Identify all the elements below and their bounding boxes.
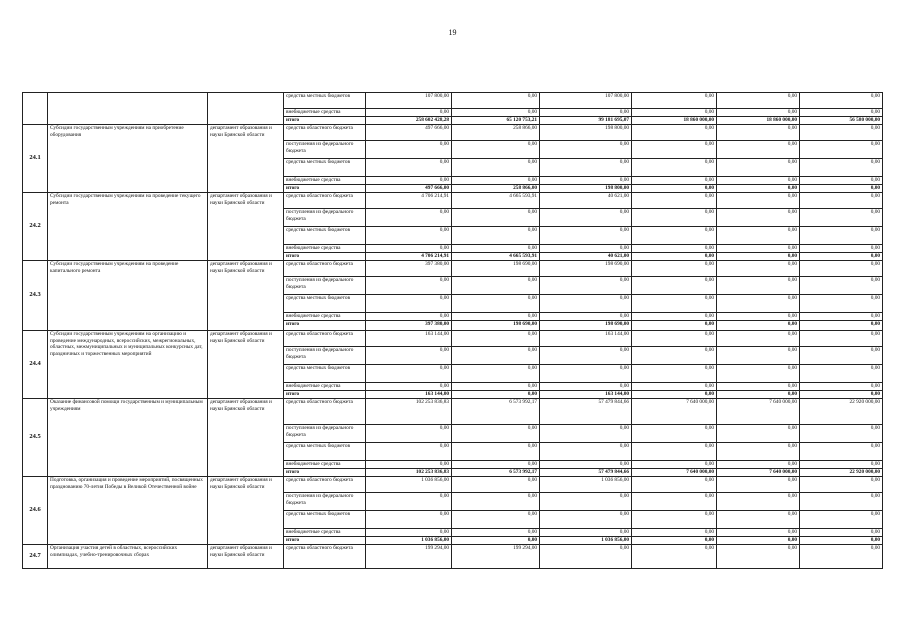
amount-cell: 0,00 xyxy=(800,321,883,331)
amount-cell: 0,00 xyxy=(632,493,717,511)
amount-cell: 7 640 000,00 xyxy=(717,469,800,477)
item-number: 24.7 xyxy=(23,545,48,569)
amount-cell: 0,00 xyxy=(800,493,883,511)
amount-cell: 1 036 856,00 xyxy=(366,537,452,545)
item-name: Субсидии государственным учреждениям на организацию и проведение международных, всероссийских, межрегиональных, областных, межмуниципальных и муниципальных конкурсных дат, праздничных и торжественных мероприятий xyxy=(48,331,208,399)
amount-cell: 0,00 xyxy=(717,461,800,469)
amount-cell: 258 602 428,28 xyxy=(366,117,452,125)
funding-source: итого xyxy=(284,537,366,545)
amount-cell: 163 144,00 xyxy=(540,331,632,347)
amount-cell: 0,00 xyxy=(452,177,540,185)
amount-cell: 0,00 xyxy=(800,185,883,193)
funding-source: средства областного бюджета xyxy=(284,477,366,493)
page-number: 19 xyxy=(448,28,457,37)
amount-cell: 102 253 836,83 xyxy=(366,469,452,477)
amount-cell: 0,00 xyxy=(800,295,883,313)
amount-cell: 0,00 xyxy=(632,529,717,537)
amount-cell: 4 665 593,91 xyxy=(452,193,540,209)
amount-cell: 163 144,00 xyxy=(366,331,452,347)
amount-cell: 0,00 xyxy=(366,177,452,185)
budget-table-container xyxy=(22,92,883,569)
amount-cell: 0,00 xyxy=(632,193,717,209)
executor: департамент образования и науки Брянской области xyxy=(208,331,284,399)
amount-cell: 0,00 xyxy=(540,347,632,365)
amount-cell: 0,00 xyxy=(452,443,540,461)
amount-cell: 0,00 xyxy=(800,159,883,177)
amount-cell: 0,00 xyxy=(717,477,800,493)
table-row xyxy=(23,193,883,209)
amount-cell: 0,00 xyxy=(452,227,540,245)
budget-table xyxy=(22,92,883,569)
amount-cell: 0,00 xyxy=(717,365,800,383)
amount-cell: 0,00 xyxy=(717,321,800,331)
amount-cell: 0,00 xyxy=(452,347,540,365)
amount-cell: 0,00 xyxy=(366,109,452,117)
amount-cell: 0,00 xyxy=(717,383,800,391)
amount-cell: 0,00 xyxy=(366,277,452,295)
funding-source: поступления из федерального бюджета xyxy=(284,347,366,365)
amount-cell: 0,00 xyxy=(540,277,632,295)
amount-cell: 0,00 xyxy=(632,537,717,545)
amount-cell: 0,00 xyxy=(632,245,717,253)
amount-cell: 0,00 xyxy=(800,177,883,185)
amount-cell: 0,00 xyxy=(800,245,883,253)
funding-source: внебюджетные средства xyxy=(284,245,366,253)
amount-cell: 0,00 xyxy=(452,141,540,159)
amount-cell: 0,00 xyxy=(800,141,883,159)
amount-cell: 0,00 xyxy=(366,461,452,469)
amount-cell: 0,00 xyxy=(717,227,800,245)
amount-cell: 0,00 xyxy=(540,159,632,177)
funding-source: средства областного бюджета xyxy=(284,545,366,569)
amount-cell: 0,00 xyxy=(800,425,883,443)
item-number xyxy=(23,93,48,125)
amount-cell: 0,00 xyxy=(452,365,540,383)
amount-cell: 0,00 xyxy=(632,313,717,321)
table-row xyxy=(23,477,883,493)
amount-cell: 99 181 695,07 xyxy=(540,117,632,125)
amount-cell: 6 573 992,17 xyxy=(452,399,540,425)
funding-source: средства местных бюджетов xyxy=(284,295,366,313)
amount-cell: 0,00 xyxy=(540,425,632,443)
amount-cell: 0,00 xyxy=(632,209,717,227)
amount-cell: 0,00 xyxy=(717,261,800,277)
amount-cell: 0,00 xyxy=(366,493,452,511)
amount-cell: 0,00 xyxy=(452,537,540,545)
amount-cell: 0,00 xyxy=(800,125,883,141)
amount-cell: 163 144,00 xyxy=(366,391,452,399)
funding-source: средства областного бюджета xyxy=(284,261,366,277)
funding-source: итого xyxy=(284,391,366,399)
executor: департамент образования и науки Брянской области xyxy=(208,193,284,261)
amount-cell: 0,00 xyxy=(800,261,883,277)
funding-source: внебюджетные средства xyxy=(284,529,366,537)
amount-cell: 0,00 xyxy=(540,365,632,383)
amount-cell: 0,00 xyxy=(632,461,717,469)
amount-cell: 0,00 xyxy=(366,159,452,177)
amount-cell: 0,00 xyxy=(540,177,632,185)
amount-cell: 0,00 xyxy=(717,537,800,545)
amount-cell: 0,00 xyxy=(800,511,883,529)
item-name: Субсидии государственным учреждениям на приобретение оборудования xyxy=(48,125,208,193)
funding-source: внебюджетные средства xyxy=(284,313,366,321)
amount-cell: 0,00 xyxy=(632,545,717,569)
amount-cell: 199 294,00 xyxy=(452,545,540,569)
item-number: 24.4 xyxy=(23,331,48,399)
amount-cell: 0,00 xyxy=(632,443,717,461)
amount-cell: 0,00 xyxy=(717,193,800,209)
amount-cell: 0,00 xyxy=(366,295,452,313)
amount-cell: 0,00 xyxy=(717,511,800,529)
amount-cell: 0,00 xyxy=(717,159,800,177)
amount-cell: 0,00 xyxy=(540,109,632,117)
amount-cell: 0,00 xyxy=(717,425,800,443)
item-number: 24.2 xyxy=(23,193,48,261)
amount-cell: 198 800,00 xyxy=(540,185,632,193)
funding-source: поступления из федерального бюджета xyxy=(284,493,366,511)
amount-cell: 0,00 xyxy=(452,159,540,177)
amount-cell: 6 573 992,17 xyxy=(452,469,540,477)
amount-cell: 0,00 xyxy=(717,529,800,537)
amount-cell: 0,00 xyxy=(452,493,540,511)
amount-cell: 0,00 xyxy=(366,511,452,529)
amount-cell: 0,00 xyxy=(800,253,883,261)
amount-cell: 0,00 xyxy=(717,109,800,117)
executor: департамент образования и науки Брянской области xyxy=(208,261,284,331)
amount-cell: 0,00 xyxy=(452,391,540,399)
amount-cell: 0,00 xyxy=(800,383,883,391)
amount-cell: 0,00 xyxy=(632,261,717,277)
item-name: Организация участия детей в областных, всероссийских олимпиадах, учебно-тренировочных сборах xyxy=(48,545,208,569)
amount-cell: 0,00 xyxy=(632,347,717,365)
amount-cell: 0,00 xyxy=(800,331,883,347)
amount-cell: 0,00 xyxy=(452,331,540,347)
funding-source: внебюджетные средства xyxy=(284,383,366,391)
amount-cell: 7 640 000,00 xyxy=(717,399,800,425)
amount-cell: 0,00 xyxy=(800,93,883,109)
amount-cell: 0,00 xyxy=(632,383,717,391)
table-row xyxy=(23,545,883,569)
item-name: Подготовка, организация и проведение мероприятий, посвященных празднованию 70-летия Победы в Великой Отечественной войне xyxy=(48,477,208,545)
amount-cell: 0,00 xyxy=(540,443,632,461)
amount-cell: 199 294,00 xyxy=(366,545,452,569)
amount-cell: 65 120 753,21 xyxy=(452,117,540,125)
amount-cell: 0,00 xyxy=(452,313,540,321)
table-row xyxy=(23,125,883,141)
item-number: 24.3 xyxy=(23,261,48,331)
amount-cell: 4 706 214,91 xyxy=(366,193,452,209)
amount-cell: 0,00 xyxy=(717,209,800,227)
amount-cell: 0,00 xyxy=(632,425,717,443)
amount-cell: 0,00 xyxy=(717,93,800,109)
funding-source: поступления из федерального бюджета xyxy=(284,425,366,443)
amount-cell: 56 580 000,00 xyxy=(800,117,883,125)
amount-cell: 0,00 xyxy=(366,365,452,383)
amount-cell: 0,00 xyxy=(632,277,717,295)
amount-cell: 0,00 xyxy=(717,331,800,347)
amount-cell: 163 144,00 xyxy=(540,391,632,399)
amount-cell: 18 860 000,00 xyxy=(717,117,800,125)
amount-cell: 0,00 xyxy=(540,493,632,511)
funding-source: средства местных бюджетов xyxy=(284,365,366,383)
table-row xyxy=(23,331,883,347)
amount-cell: 198 690,00 xyxy=(540,321,632,331)
amount-cell: 0,00 xyxy=(632,109,717,117)
amount-cell: 0,00 xyxy=(540,227,632,245)
amount-cell: 0,00 xyxy=(632,331,717,347)
amount-cell: 0,00 xyxy=(800,193,883,209)
amount-cell: 0,00 xyxy=(717,245,800,253)
amount-cell: 0,00 xyxy=(717,295,800,313)
amount-cell: 0,00 xyxy=(800,365,883,383)
amount-cell: 0,00 xyxy=(800,313,883,321)
amount-cell: 0,00 xyxy=(366,209,452,227)
amount-cell: 0,00 xyxy=(540,209,632,227)
amount-cell: 0,00 xyxy=(452,109,540,117)
amount-cell: 57 479 844,66 xyxy=(540,469,632,477)
amount-cell: 497 666,00 xyxy=(366,125,452,141)
item-name: Субсидии государственным учреждениям на проведение текущего ремонта xyxy=(48,193,208,261)
amount-cell: 0,00 xyxy=(717,125,800,141)
amount-cell: 0,00 xyxy=(540,529,632,537)
amount-cell: 1 036 856,00 xyxy=(540,537,632,545)
executor: департамент образования и науки Брянской области xyxy=(208,477,284,545)
funding-source: поступления из федерального бюджета xyxy=(284,209,366,227)
amount-cell: 18 860 000,00 xyxy=(632,117,717,125)
funding-source: средства областного бюджета xyxy=(284,331,366,347)
amount-cell: 0,00 xyxy=(366,347,452,365)
amount-cell: 7 640 000,00 xyxy=(632,399,717,425)
amount-cell: 1 036 856,00 xyxy=(366,477,452,493)
funding-source: внебюджетные средства xyxy=(284,461,366,469)
amount-cell: 0,00 xyxy=(452,277,540,295)
amount-cell: 0,00 xyxy=(717,391,800,399)
amount-cell: 0,00 xyxy=(540,141,632,159)
amount-cell: 0,00 xyxy=(717,313,800,321)
amount-cell: 0,00 xyxy=(366,245,452,253)
amount-cell: 0,00 xyxy=(540,461,632,469)
amount-cell: 0,00 xyxy=(800,443,883,461)
funding-source: средства местных бюджетов xyxy=(284,93,366,109)
amount-cell: 0,00 xyxy=(717,347,800,365)
funding-source: средства областного бюджета xyxy=(284,193,366,209)
funding-source: итого xyxy=(284,469,366,477)
amount-cell: 0,00 xyxy=(452,93,540,109)
table-row xyxy=(23,399,883,425)
funding-source: средства местных бюджетов xyxy=(284,443,366,461)
executor: департамент образования и науки Брянской области xyxy=(208,125,284,193)
amount-cell: 0,00 xyxy=(366,227,452,245)
amount-cell: 0,00 xyxy=(540,545,632,569)
funding-source: средства местных бюджетов xyxy=(284,227,366,245)
amount-cell: 0,00 xyxy=(632,227,717,245)
amount-cell: 397 380,00 xyxy=(366,261,452,277)
amount-cell: 0,00 xyxy=(717,253,800,261)
funding-source: внебюджетные средства xyxy=(284,109,366,117)
table-row xyxy=(23,93,883,109)
amount-cell: 0,00 xyxy=(717,277,800,295)
amount-cell: 198 690,00 xyxy=(452,261,540,277)
amount-cell: 198 690,00 xyxy=(540,261,632,277)
amount-cell: 258 866,00 xyxy=(452,125,540,141)
amount-cell: 4 665 593,91 xyxy=(452,253,540,261)
amount-cell: 7 640 000,00 xyxy=(632,469,717,477)
funding-source: итого xyxy=(284,117,366,125)
amount-cell: 0,00 xyxy=(632,93,717,109)
item-name xyxy=(48,93,208,125)
amount-cell: 0,00 xyxy=(717,443,800,461)
amount-cell: 0,00 xyxy=(366,443,452,461)
amount-cell: 0,00 xyxy=(452,295,540,313)
funding-source: средства областного бюджета xyxy=(284,399,366,425)
amount-cell: 0,00 xyxy=(717,177,800,185)
amount-cell: 0,00 xyxy=(540,295,632,313)
amount-cell: 0,00 xyxy=(632,477,717,493)
amount-cell: 0,00 xyxy=(800,537,883,545)
amount-cell: 0,00 xyxy=(632,295,717,313)
item-name: Оказание финансовой помощи государственным и муниципальным учреждениям xyxy=(48,399,208,477)
amount-cell: 4 706 214,91 xyxy=(366,253,452,261)
item-number: 24.5 xyxy=(23,399,48,477)
amount-cell: 107 800,00 xyxy=(540,93,632,109)
amount-cell: 397 380,00 xyxy=(366,321,452,331)
amount-cell: 0,00 xyxy=(800,529,883,537)
amount-cell: 0,00 xyxy=(632,159,717,177)
amount-cell: 0,00 xyxy=(540,313,632,321)
amount-cell: 0,00 xyxy=(717,141,800,159)
amount-cell: 102 253 836,83 xyxy=(366,399,452,425)
funding-source: внебюджетные средства xyxy=(284,177,366,185)
funding-source: поступления из федерального бюджета xyxy=(284,277,366,295)
item-number: 24.1 xyxy=(23,125,48,193)
amount-cell: 57 479 844,66 xyxy=(540,399,632,425)
amount-cell: 497 666,00 xyxy=(366,185,452,193)
amount-cell: 1 036 856,00 xyxy=(540,477,632,493)
amount-cell: 0,00 xyxy=(366,383,452,391)
budget-table-body xyxy=(23,93,883,569)
amount-cell: 0,00 xyxy=(717,185,800,193)
amount-cell: 0,00 xyxy=(800,461,883,469)
amount-cell: 0,00 xyxy=(800,347,883,365)
amount-cell: 0,00 xyxy=(800,227,883,245)
funding-source: поступления из федерального бюджета xyxy=(284,141,366,159)
item-number: 24.6 xyxy=(23,477,48,545)
amount-cell: 0,00 xyxy=(540,245,632,253)
amount-cell: 0,00 xyxy=(632,125,717,141)
amount-cell: 22 920 000,00 xyxy=(800,469,883,477)
amount-cell: 258 866,00 xyxy=(452,185,540,193)
amount-cell: 107 800,00 xyxy=(366,93,452,109)
amount-cell: 40 621,00 xyxy=(540,253,632,261)
amount-cell: 0,00 xyxy=(366,313,452,321)
amount-cell: 0,00 xyxy=(540,511,632,529)
amount-cell: 0,00 xyxy=(452,245,540,253)
amount-cell: 0,00 xyxy=(452,511,540,529)
amount-cell: 0,00 xyxy=(632,177,717,185)
amount-cell: 0,00 xyxy=(540,383,632,391)
amount-cell: 0,00 xyxy=(452,477,540,493)
amount-cell: 0,00 xyxy=(452,425,540,443)
amount-cell: 0,00 xyxy=(717,493,800,511)
executor xyxy=(208,93,284,125)
funding-source: итого xyxy=(284,185,366,193)
funding-source: итого xyxy=(284,253,366,261)
amount-cell: 22 920 000,00 xyxy=(800,399,883,425)
amount-cell: 198 800,00 xyxy=(540,125,632,141)
amount-cell: 198 690,00 xyxy=(452,321,540,331)
amount-cell: 0,00 xyxy=(632,321,717,331)
amount-cell: 0,00 xyxy=(452,529,540,537)
amount-cell: 0,00 xyxy=(366,141,452,159)
executor: департамент образования и науки Брянской области xyxy=(208,545,284,569)
amount-cell: 0,00 xyxy=(632,391,717,399)
funding-source: средства областного бюджета xyxy=(284,125,366,141)
table-row xyxy=(23,261,883,277)
item-name: Субсидии государственным учреждениям на проведение капитального ремонта xyxy=(48,261,208,331)
amount-cell: 0,00 xyxy=(800,277,883,295)
funding-source: итого xyxy=(284,321,366,331)
amount-cell: 0,00 xyxy=(632,511,717,529)
amount-cell: 0,00 xyxy=(800,109,883,117)
executor: департамент образования и науки Брянской области xyxy=(208,399,284,477)
amount-cell: 0,00 xyxy=(632,365,717,383)
funding-source: средства местных бюджетов xyxy=(284,511,366,529)
amount-cell: 40 621,00 xyxy=(540,193,632,209)
amount-cell: 0,00 xyxy=(632,185,717,193)
amount-cell: 0,00 xyxy=(800,477,883,493)
amount-cell: 0,00 xyxy=(800,391,883,399)
amount-cell: 0,00 xyxy=(632,141,717,159)
amount-cell: 0,00 xyxy=(366,425,452,443)
amount-cell: 0,00 xyxy=(452,209,540,227)
funding-source: средства местных бюджетов xyxy=(284,159,366,177)
amount-cell: 0,00 xyxy=(632,253,717,261)
amount-cell: 0,00 xyxy=(366,529,452,537)
amount-cell: 0,00 xyxy=(452,383,540,391)
amount-cell: 0,00 xyxy=(452,461,540,469)
amount-cell: 0,00 xyxy=(717,545,800,569)
amount-cell: 0,00 xyxy=(800,545,883,569)
amount-cell: 0,00 xyxy=(800,209,883,227)
